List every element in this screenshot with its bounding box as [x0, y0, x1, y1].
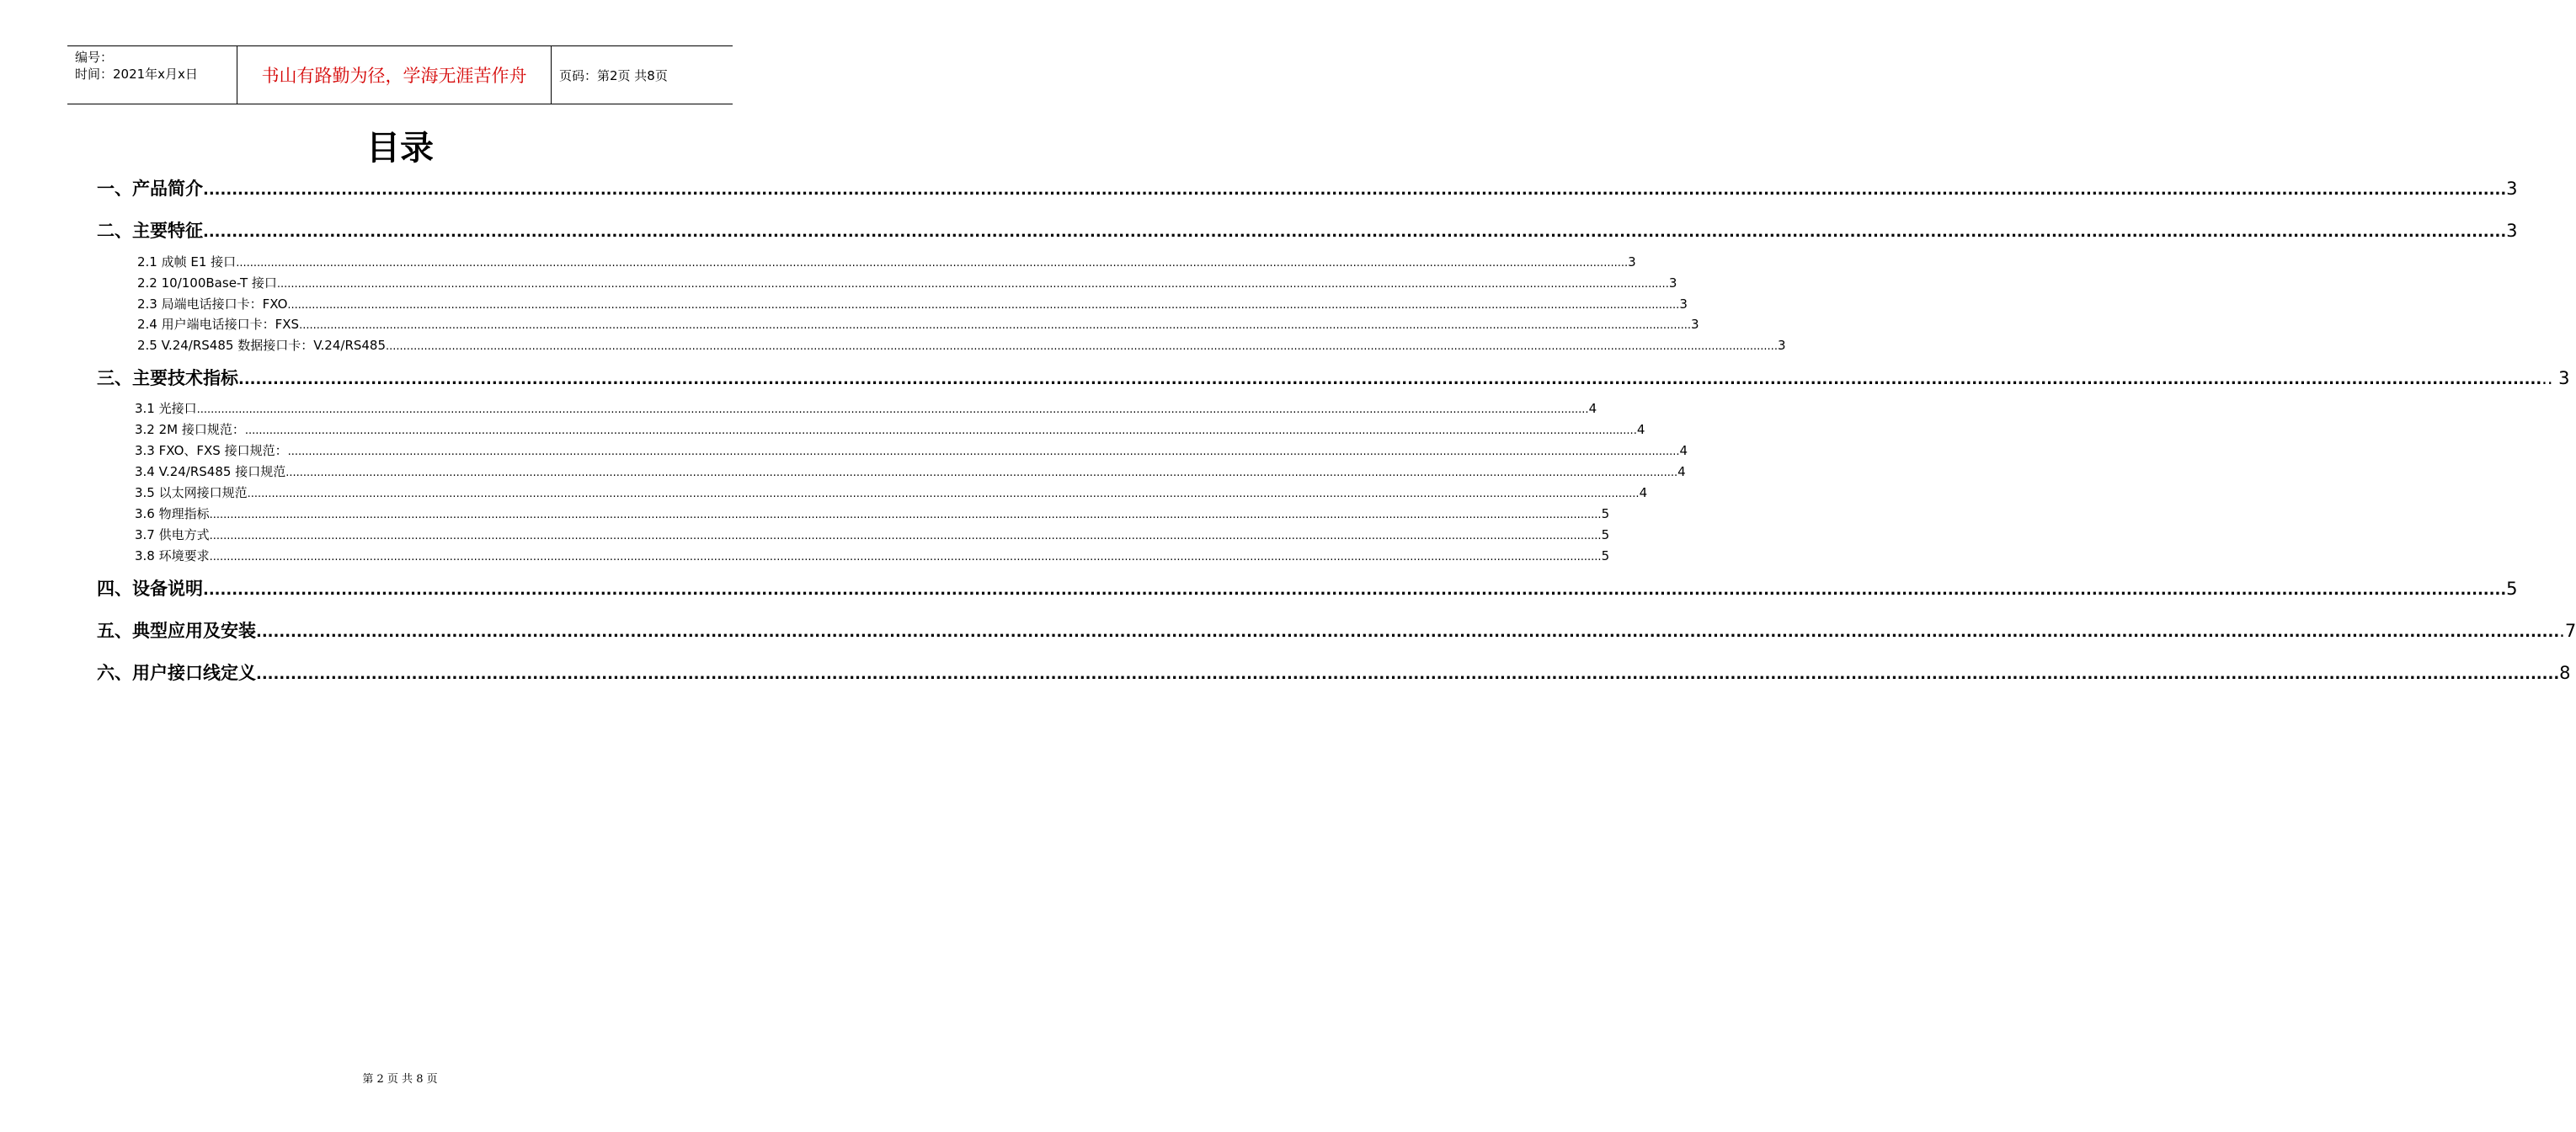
toc-entry-page: 4 [1679, 443, 1688, 458]
page-footer: 第 2 页 共 8 页 [362, 1073, 438, 1086]
toc-entry-text: 2.2 10/100Base-T 接口 [137, 275, 277, 291]
toc-entry-page: 5 [1601, 527, 1610, 542]
toc-entry-text: 3.3 FXO、FXS 接口规范： [135, 443, 288, 458]
header-meta [67, 46, 237, 104]
toc-entry-text: 二、主要特征 [97, 221, 203, 241]
toc-entry-page: 4 [1639, 485, 1648, 500]
toc-entry-page: .7 [2559, 621, 2576, 641]
toc-entry[interactable] [135, 547, 1610, 564]
document-number-label: 编号： [75, 50, 114, 65]
toc-leader: ................................................................................................................................................................................................................................................................................................................................................................................................................ [285, 467, 1678, 479]
toc-title: 目录 [366, 129, 434, 168]
toc-entry-page: 3 [1668, 275, 1677, 291]
toc-entry-page: .. 3 [2541, 368, 2570, 388]
toc-entry-page: 5 [2506, 579, 2518, 599]
toc-entry[interactable] [135, 441, 1688, 459]
toc-entry[interactable] [137, 336, 1786, 354]
toc-leader: ................................................................................................................................................................................................................................................................................................................................................................................................................ [244, 424, 1637, 437]
toc-leader: ................................................................................................................................................................................................................................................................................................................................................................................................................ [256, 665, 2560, 683]
toc-entry[interactable] [137, 315, 1699, 333]
toc-entry[interactable] [137, 253, 1636, 270]
toc-entry-text: 四、设备说明 [97, 579, 203, 599]
header-motto: 书山有路勤为径，学海无涯苦作舟 [237, 46, 552, 104]
toc-entry-page: 3 [2506, 221, 2518, 241]
toc-entry-text: 3.7 供电方式 [135, 527, 210, 542]
toc-entry-page: 4 [1636, 422, 1645, 437]
toc-entry[interactable] [137, 274, 1677, 291]
toc-entry-page: 3 [1628, 254, 1636, 270]
toc-leader: ................................................................................................................................................................................................................................................................................................................................................................................................................ [276, 278, 1669, 291]
header-page-info: 页码：第2页 共8页 [559, 67, 668, 83]
toc-leader: ................................................................................................................................................................................................................................................................................................................................................................................................................ [386, 340, 1778, 353]
page-header [67, 45, 733, 104]
toc-entry[interactable] [97, 175, 2518, 200]
toc-entry-text: 五、典型应用及安装 [97, 621, 256, 641]
toc-entry-text: 六、用户接口线定义 [97, 663, 256, 683]
document-date-label: 时间：2021年x月x日 [75, 67, 198, 82]
toc-entry-text: 3.4 V.24/RS485 接口规范 [135, 464, 286, 479]
toc-entry[interactable] [135, 505, 1610, 522]
toc-leader: ................................................................................................................................................................................................................................................................................................................................................................................................................ [287, 299, 1680, 312]
toc-entry-text: 3.2 2M 接口规范： [135, 422, 245, 437]
toc-entry-page: 3 [2506, 179, 2518, 199]
toc-leader: ................................................................................................................................................................................................................................................................................................................................................................................................................ [236, 257, 1629, 270]
toc-entry[interactable] [97, 365, 2570, 390]
toc-leader: ................................................................................................................................................................................................................................................................................................................................................................................................................ [287, 446, 1680, 458]
toc-entry[interactable] [97, 617, 2576, 643]
toc-leader: ................................................................................................................................................................................................................................................................................................................................................................................................................ [203, 181, 2507, 199]
toc-leader: ................................................................................................................................................................................................................................................................................................................................................................................................................ [203, 223, 2507, 241]
toc-entry[interactable] [97, 575, 2518, 601]
toc-entry[interactable] [135, 462, 1686, 480]
toc-entry[interactable] [135, 399, 1597, 417]
toc-entry-page: 3 [1679, 296, 1688, 312]
toc-entry-page: 4 [1677, 464, 1686, 479]
toc-leader: ................................................................................................................................................................................................................................................................................................................................................................................................................ [209, 509, 1602, 521]
toc-entry-page: 4 [1588, 401, 1597, 416]
toc-entry[interactable] [97, 217, 2518, 243]
toc-leader: ................................................................................................................................................................................................................................................................................................................................................................................................................ [256, 623, 2560, 641]
toc-leader: ................................................................................................................................................................................................................................................................................................................................................................................................................ [196, 403, 1589, 416]
toc-entry[interactable] [137, 295, 1688, 312]
toc-leader: ................................................................................................................................................................................................................................................................................................................................................................................................................ [209, 551, 1602, 563]
toc-entry-page: 3 [1777, 338, 1786, 353]
toc-entry-text: 2.1 成帧 E1 接口 [137, 254, 237, 270]
toc-leader: ................................................................................................................................................................................................................................................................................................................................................................................................................ [299, 319, 1691, 332]
toc-entry[interactable] [135, 420, 1645, 438]
toc-entry-text: 2.4 用户端电话接口卡：FXS [137, 317, 300, 332]
toc-entry-text: 3.5 以太网接口规范 [135, 485, 248, 500]
toc-entry-text: 3.1 光接口 [135, 401, 197, 416]
toc-leader: ................................................................................................................................................................................................................................................................................................................................................................................................................ [238, 371, 2542, 388]
toc-entry-text: 2.5 V.24/RS485 数据接口卡：V.24/RS485 [137, 338, 387, 353]
toc-leader: ................................................................................................................................................................................................................................................................................................................................................................................................................ [209, 530, 1602, 542]
toc-entry[interactable] [135, 483, 1648, 501]
toc-entry-page: 5 [1601, 506, 1610, 521]
toc-entry-page: 5 [1601, 548, 1610, 563]
toc-entry-text: 三、主要技术指标 [97, 368, 238, 388]
toc-entry-page: 3 [1691, 317, 1699, 332]
toc-leader: ................................................................................................................................................................................................................................................................................................................................................................................................................ [203, 581, 2507, 599]
toc-entry-text: 一、产品简介 [97, 179, 203, 199]
toc-entry-text: 3.8 环境要求 [135, 548, 210, 563]
toc-leader: ................................................................................................................................................................................................................................................................................................................................................................................................................ [247, 488, 1640, 500]
toc-entry[interactable] [97, 659, 2571, 685]
toc-entry-page: 8 [2559, 663, 2571, 683]
toc-entry-text: 2.3 局端电话接口卡：FXO [137, 296, 288, 312]
toc-entry[interactable] [135, 526, 1610, 543]
toc-entry-text: 3.6 物理指标 [135, 506, 210, 521]
